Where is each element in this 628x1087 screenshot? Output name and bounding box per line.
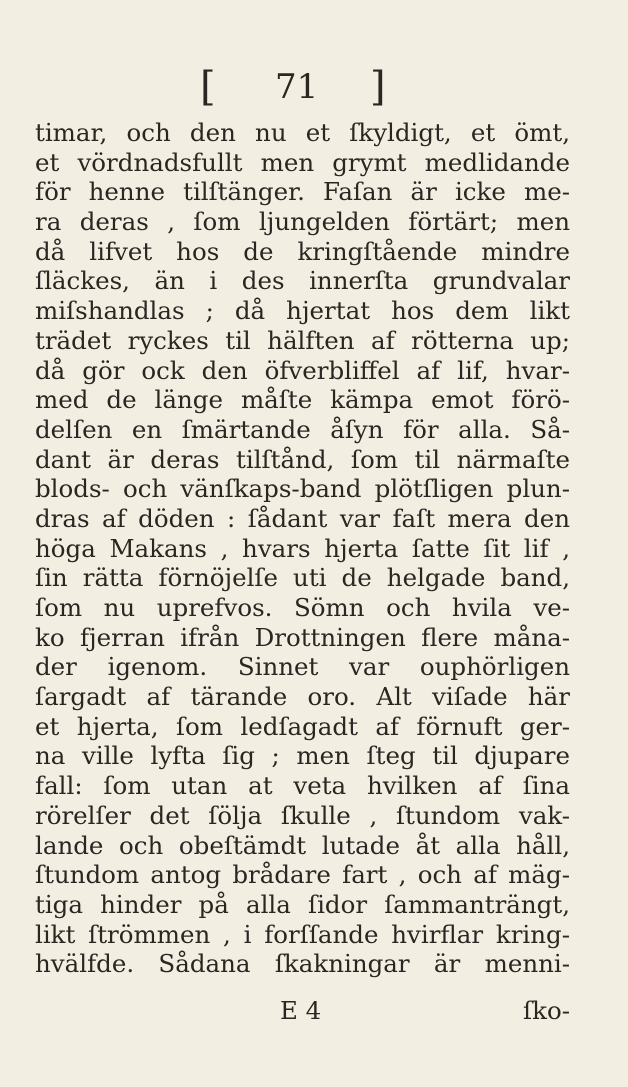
- text-line: dant är deras tilſtånd, ſom til närmaſte: [35, 444, 570, 474]
- text-line: et vördnadsfullt men grymt medlidande: [35, 147, 570, 177]
- text-line: likt ſtrömmen , i forſſande hvirflar kring-: [35, 919, 570, 949]
- text-line: tiga hinder på alla ſidor ſammanträngt,: [35, 889, 570, 919]
- text-line: ſtundom antog brådare fart , och af mäg-: [35, 860, 570, 890]
- header-bracket-right: ]: [370, 64, 386, 110]
- text-line: trädet ryckes til hälften af rötterna up;: [35, 325, 570, 355]
- text-line: na ville lyfta ſig ; men ſteg til djupare: [35, 741, 570, 771]
- text-line: der igenom. Sinnet var ouphörligen: [35, 652, 570, 682]
- text-line: miſshandlas ; då hjertat hos dem likt: [35, 296, 570, 326]
- text-line: lande och obeſtämdt lutade åt alla håll,: [35, 830, 570, 860]
- text-line: dras af döden : ſådant var faſt mera den: [35, 503, 570, 533]
- text-line: då lifvet hos de kringſtående mindre: [35, 236, 570, 266]
- text-line: ſin rätta förnöjelſe uti de helgade band,: [35, 563, 570, 593]
- text-line: då gör ock den öfverbliffel af lif, hvar-: [35, 355, 570, 385]
- text-line: blods- och vänſkaps-band plötſligen plun-: [35, 474, 570, 504]
- text-line: delſen en ſmärtande åſyn för alla. Så-: [35, 414, 570, 444]
- text-line: ſargadt af tärande oro. Alt viſade här: [35, 682, 570, 712]
- text-line: fall: ſom utan at veta hvilken af ſina: [35, 771, 570, 801]
- signature-mark: E 4: [280, 996, 322, 1025]
- catchword: ſko-: [523, 996, 570, 1025]
- text-line: et hjerta, ſom ledſagadt af förnuft ger-: [35, 711, 570, 741]
- page-number: 71: [275, 67, 319, 107]
- text-line: för henne tilſtänger. Faſan är icke me-: [35, 177, 570, 207]
- page-footer: [35, 996, 570, 1026]
- text-line: ra deras , ſom ljungelden förtärt; men: [35, 207, 570, 237]
- text-line: ko fjerran ifrån Drottningen flere måna-: [35, 622, 570, 652]
- text-line: timar, och den nu et ſkyldigt, et ömt,: [35, 118, 570, 147]
- page-header: [0, 62, 628, 112]
- body-text: [35, 118, 570, 979]
- header-bracket-left: [: [200, 64, 216, 110]
- text-line: ſläckes, än i des innerſta grundvalar: [35, 266, 570, 296]
- text-line: höga Makans , hvars hjerta ſatte ſit lif ,: [35, 533, 570, 563]
- text-line: rörelſer det ſölja ſkulle , ſtundom vak-: [35, 800, 570, 830]
- text-line: med de länge måſte kämpa emot förö-: [35, 385, 570, 415]
- text-line: ſom nu uprefvos. Sömn och hvila ve-: [35, 593, 570, 622]
- text-line: hvälfde. Sådana ſkakningar är menni-: [35, 949, 570, 979]
